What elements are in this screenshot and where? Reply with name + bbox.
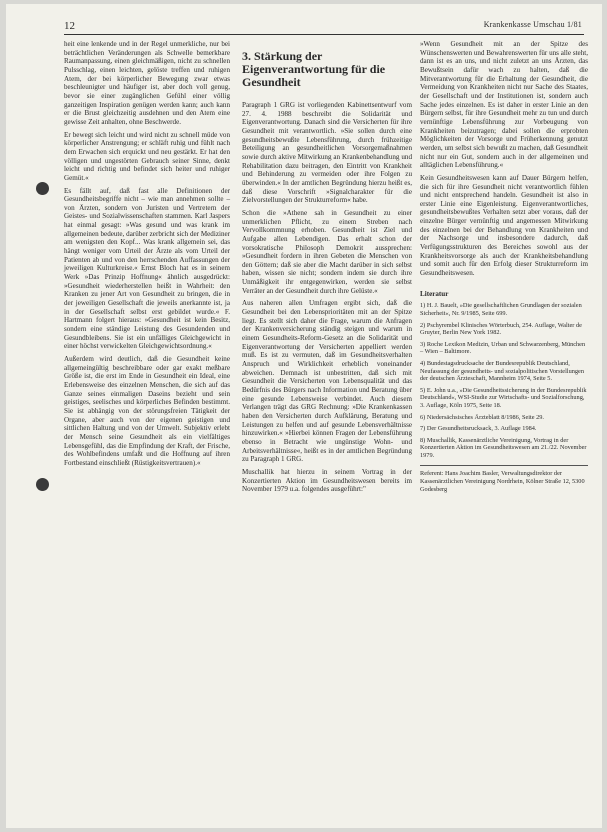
- literature-item: 1) H. J. Bauelt, »Die gesellschaftlichen Grundlagen der sozialen Sicherheit«, Nr. 9/1985, Seite 699.: [420, 302, 582, 317]
- document-page: [6, 4, 602, 828]
- literature-item: 6) Niedersächsisches Ärzteblatt 8/1986, Seite 29.: [420, 413, 544, 421]
- quote-paragraph: »Wenn Gesundheit mit an der Spitze des Wünschenswerten und Bewahrenswerten für uns alle steht, dann ist es an uns, und nicht zuletzt an uns Ärzten, das Bewußtsein dafür wach zu halten, daß die Mitverantwortung für die Erhaltung der Gesundheit, die Vermeidung von Krankheiten nicht nur Sache des Staates, der Gesellschaft und der Institutionen ist, sondern auch Sache jedes einzelnen. Es ist daher in erster Linie an den Bürgern selbst, für ihre Gesundheit mehr zu tun und durch vernünftige Lebensführung zur Vorbeugung von Krankheiten beizutragen; dabei sollen die erprobten Möglichkeiten der Vorsorge und Früherkennung genutzt werden, um selbst sich bewußt zu machen, daß Gesundheit nicht nur ein Gut, sondern auch in der allgemeinen und alltäglichen Lebensführung.«: [420, 40, 588, 170]
- literature-item: 3) Roche Lexikon Medizin, Urban und Schwarzenberg, München – Wien – Baltimore.: [420, 340, 586, 356]
- column-right: [420, 40, 588, 493]
- literature-item: 5) E. John u.a., »Die Gesundheitssicherung in der Bundesrepublik Deutschland«, WSI-Studie zur Wirtschafts- und Sozialforschung, 3. Auflage, Köln 1975, Seite 18.: [420, 386, 587, 409]
- paragraph: Aus naheren allen Umfragen ergibt sich, daß die Gesundheit bei den Lebensprioritäten mit an der Spitze liegt. Es stellt sich daher die Frage, warum die Anfragen der Krankenversicherung ständig steigen und warum in einem Gesundheits-Reform-Gesetz an die Solidarität und Eigenverantwortung der Versicherten appelliert werden muß. Es ist zu vermuten, daß im Gesundheitsverhalten Anspruch und Wirklichkeit erheblich voneinander abweichen. Demnach ist unbestritten, daß sich mit Gesundheit die Versicherten von Lebensqualität und das Bedürfnis des Bürgers nach Information und Beratung über eine gesunde Lebensweise verbindet. Auch diesem Verlangen trägt das GRG Rechnung: »Die Krankenkassen haben den Versicherten durch Aufklärung, Beratung und Leistungen zu helfen und auf gesunde Lebensverhältnisse hinzuwirken.« »Hierbei können Fragen der Lebensführung ebenso in Betracht wie ungünstige Wohn- und Arbeitsverhältnisse«, heißt es in der amtlichen Begründung zu Paragraph 1 GRG.: [242, 299, 412, 464]
- paragraph: heit eine lenkende und in der Regel unmerkliche, nur bei beträchtlichen Veränderungen als Schwelle bemerkbare Raumanpassung, einen gleichmäßigen, nicht zu schnellen Pulsschlag, einen leichten, gelöste treffen und ruhigen Atem, der bei körperlicher Bewegung zwar etwas beschleunigter und häufiger ist, aber doch voll genug, bevor sie einer zugänglichen Gefühl einer völlig ganzeitigen Inspiration genügen werden kann; auch kann er die Brust gleichzeitig ausdehnen und den Atem eine gewisse Zeit anhalten, ohne Beschwerde.: [64, 40, 230, 126]
- literature-heading: Literatur: [420, 289, 449, 298]
- paragraph: Paragraph 1 GRG ist vorliegenden Kabinettsentwurf vom 27. 4. 1988 beschreibt die Solidarität und Eigenverantwortung. Danach sind die Versicherten für ihre Gesundheit mit verantwortlich. »Sie sollen durch eine gesundheitsbewußte Lebensführung, durch frühzeitige Beteiligung an gesundheitlichen Vorsorgemaßnahmen sowie durch aktive Mitwirkung an Krankenbehandlung und Rehabilitation dazu beitragen, den Eintritt von Krankheit und Behinderung zu vermeiden oder ihre Folgen zu überwinden.« In der amtlichen Begründung hierzu heißt es, daß diese Vorschrift »Signalcharakter für die Zielvorstellungen der Strukturreform« habe.: [242, 101, 412, 205]
- paragraph: Er bewegt sich leicht und wird nicht zu schnell müde von körperlicher Anstrengung; er schläft ruhig und fühlt nach dem Erwachen sich erquickt und neu gestärkt. Er hat den völligen und ungestörten Gebrauch seiner Sinne, denkt leicht und richtig und befindet sich heiter und ruhiger Gemüt.«: [64, 130, 230, 182]
- running-title: Krankenkasse Umschau 1/81: [483, 20, 582, 29]
- page-number: 12: [64, 20, 75, 32]
- column-middle: [242, 40, 412, 498]
- paragraph: Außerdem wird deutlich, daß die Gesundheit keine allgemeingültig beschreibbare oder gar exakt meßbare Größe ist, die erst im Ende in Gesundheit ein Ideal, eine Erlebensweise des einzelnen Menschen, die sich auf das Ganze seines einmaligen Daseins bezieht und sein geistiges, seelisches und körperliches Befinden bestimmt. Sie ist abhängig von der störungsfreien Tätigkeit der Organe, aber auch von der eigenen geistigen und sittlichen Haltung und von der Umwelt. Subjektiv erlebt der Mensch seine Gesundheit als ein vielfältiges Lebensgefühl, das die Empfindung der Kraft, der Frische, des Wohlbefindens umfaßt und die Hoffnung auf ihren Fortbestand einschließt (Rüstigkeitsvertrauen).«: [64, 354, 230, 467]
- paragraph: Muschallik hat hierzu in seinem Vortrag in der Konzertierten Aktion im Gesundheitswesen bereits im November 1979 u.a. folgendes ausgeführt:": [242, 467, 412, 494]
- literature-item: 8) Muschallik, Kassenärztliche Vereinigung, Vortrag in der Konzertierten Aktion im Gesundheitswesen am 21./22. November 1979.: [420, 436, 587, 459]
- header-rule: [64, 34, 584, 35]
- paragraph: Es fällt auf, daß fast alle Definitionen der Gesundheitsbegriffe nicht – wie man annehmen sollte – von Ärzten, sondern von Juristen und Vertretern der Geistes- und Sozialwissenschaften stammen. Karl Jaspers hat einmal gesagt: »Was gesund und was krank im allgemeinen bedeute, darüber zerbricht sich der Mediziner am wenigsten den Kopf... Was krank allgemein sei, das hängt weniger vom Urteil der Ärzte als vom Urteil der Patienten ab und von den herrschenden Auffassungen der jeweiligen Kulturkreise.« Ernst Bloch hat es in seinem Werk »Das Prinzip Hoffnung« ähnlich ausgedrückt: »Gesundheit wiederherstellen heißt in Wahrheit: den Kranken zu jener Art von Gesundheit zu bringen, die in der jeweiligen Gesellschaft die jeweils anerkannte ist, ja in der Gesellschaft selbst erst gebildet wurde.« F. Hartmann folgert hieraus: »Gesundheit ist kein Besitz, sondern eine ständige Leistung des Gesundenden und Gesundbleibens. Sie ist ein unfälliges Gleichgewicht in einer höchst verwickelten Gleichgewichtsordnung.«: [64, 186, 230, 351]
- literature-item: 4) Bundestagsdrucksache der Bundesrepublik Deutschland, Neufassung der gesundheits- und sozialpolitischen Vorstellungen der deutschen Ärzteschaft, Mannheim 1974, Seite 5.: [420, 359, 584, 383]
- column-left: [64, 40, 230, 472]
- section-heading: 3. Stärkung der Eigenverantwortung für die Gesundheit: [242, 49, 386, 89]
- literature-item: 7) Der Gesundheitsrucksack, 3. Auflage 1984.: [420, 425, 537, 433]
- punch-hole: [36, 478, 49, 491]
- punch-hole: [36, 182, 49, 195]
- paragraph: Schon die »Athene sah in Gesundheit zu einer unmerklichen Pflicht, zu einem Streben nach Vervollkommnung erhoben. Gesundheit ist Ziel und Aufgabe allen Lebendigen. Das erhalt schon der vorsokratische Philosoph Demokrit aussprechen: »Gesundheit fordern in ihren Gebeten die Menschen von den Göttern; daß sie aber die Macht darüber in sich selbst haben, wissen sie nicht; sondern indem sie durch ihre Unmäßigkeit ihr entgegenwirken, werden sie selbst Verräter an der Gesundheit durch ihre Gelüste.«: [242, 208, 412, 295]
- paragraph: Kein Gesundheitswesen kann auf Dauer Bürgern helfen, die sich für ihre Gesundheit nicht verantwortlich fühlen und nicht entsprechend handeln. Gesundheit ist also in erster Linie eine Eigenleistung. Eigenverantwortliches, gesundheitsbewußtes Verhalten setzt aber voraus, daß der einzelne Bürger vernünftig und angemessen Mitwirkung des einzelnen bei der Behandlung von Krankheiten und der Nachsorge und insbesondere dadurch, daß Verfügungsstrukturen des Bereiches sowohl aus der Krankheitsvorsorge als auch der Krankheitsbehandlung und somit auch für den Erfolg dieser Strukturreform im Gesundheitswesen.: [420, 173, 588, 278]
- literature-item: 2) Pschyrembel Klinisches Wörterbuch, 254. Auflage, Walter de Gruyter, Berlin New York 1982.: [420, 321, 582, 337]
- author-note: Referent: Hans Joachim Basler, Verwaltungsdirektor der Kassenärztlichen Vereinigung Nordrhein, Kölner Straße 12, 5300 Godesberg: [420, 465, 588, 493]
